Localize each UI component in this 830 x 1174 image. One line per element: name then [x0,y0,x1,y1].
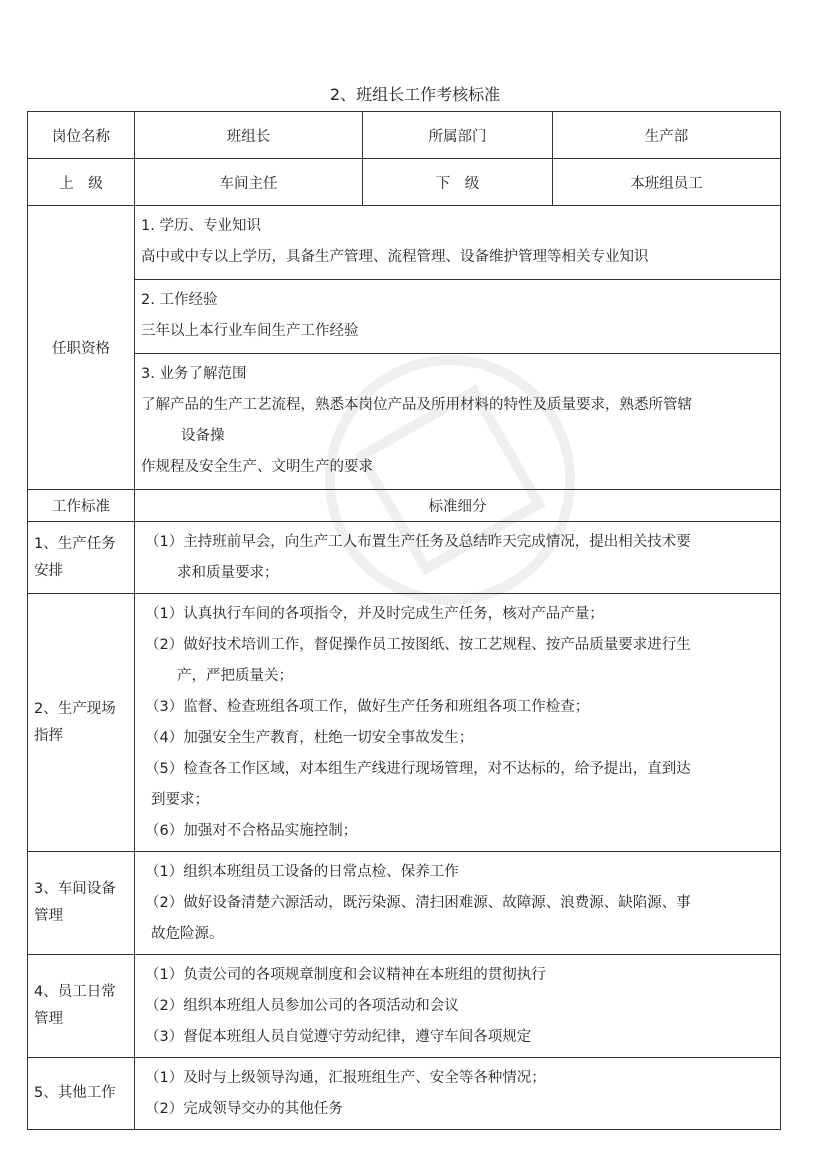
qualification-text: 了解产品的生产工艺流程，熟悉本岗位产品及所用材料的特性及质量要求，熟悉所管辖 [141,397,692,413]
standard-label-line: 4、员工日常 [34,984,116,1000]
standard-item [145,692,774,723]
item-text: 监督、检查班组各项工作，做好生产任务和班组各项工作检查； [183,699,590,715]
standard-item [145,888,774,950]
standard-item [145,960,774,991]
item-text: 负责公司的各项规章制度和会议精神在本班组的贯彻执行 [183,967,546,983]
standards-header-row [28,490,781,522]
job-standard-table [27,111,781,1130]
qualification-row-3 [28,354,781,490]
qualification-text-block [135,390,780,489]
standard-item [145,991,774,1022]
standard-label-line: 5、其他工作 [34,1085,116,1101]
item-number: （4） [145,730,184,746]
standard-label [28,594,135,852]
standard-label-line: 3、车间设备 [34,881,116,897]
standard-label-line: 管理 [34,1011,63,1027]
standard-items [135,522,781,594]
qualification-text: 设备操 [181,428,225,444]
qualification-section-2 [135,280,781,354]
item-number: （2） [145,1101,184,1117]
item-text: 督促本班组人员自觉遵守劳动纪律，遵守车间各项规定 [183,1029,532,1045]
standard-label-line: 管理 [34,908,63,924]
item-text: 及时与上级领导沟通，汇报班组生产、安全等各种情况； [183,1070,546,1086]
item-text-continued: 求和质量要求； [177,565,279,581]
standard-label-line: 指挥 [34,727,63,744]
item-number: （5） [145,761,184,777]
item-text: 加强对不合格品实施控制； [183,823,358,839]
position-name-label: 岗位名称 [28,112,135,159]
standard-item [145,816,774,847]
qualification-row-2 [28,280,781,354]
standard-item [145,754,774,816]
item-text: 组织本班组人员参加公司的各项活动和会议 [183,998,459,1014]
item-number: （1） [145,1070,184,1086]
standard-label-line: 安排 [34,562,63,579]
header-row-2 [28,159,781,206]
item-text: 做好设备清楚六源活动，既污染源、清扫困难源、故障源、浪费源、缺陷源、事 [183,895,691,911]
standard-label-line: 1、生产任务 [34,535,116,552]
qualification-text: 高中或中专以上学历，具备生产管理、流程管理、设备维护管理等相关专业知识 [141,249,649,265]
item-number: （1） [145,606,184,622]
item-number: （6） [145,823,184,839]
qualification-title: 2. 工作经验 [141,292,218,308]
standard-row [28,852,781,955]
standard-items [135,594,781,852]
item-text-continued: 到要求； [151,792,209,808]
qualification-text: 三年以上本行业车间生产工作经验 [141,323,359,339]
item-text: 加强安全生产教育，杜绝一切安全事故发生； [183,730,474,746]
standard-item [145,723,774,754]
item-number: （1） [145,864,184,880]
item-number: （2） [145,637,184,653]
standard-detail-header: 标准细分 [135,490,781,522]
superior-value: 车间主任 [135,159,363,206]
standard-label [28,1058,135,1130]
work-standard-header: 工作标准 [28,490,135,522]
item-text-continued: 产，严把质量关； [177,668,293,684]
standard-label [28,955,135,1058]
standard-item [145,1022,774,1053]
standard-label [28,852,135,955]
standard-item [145,599,774,630]
item-text: 认真执行车间的各项指令，并及时完成生产任务，核对产品产量； [183,606,604,622]
qualification-title: 1. 学历、专业知识 [141,218,261,234]
department-label: 所属部门 [363,112,553,159]
qualification-text: 作规程及安全生产、文明生产的要求 [141,459,373,475]
standard-item [145,1063,774,1094]
standard-label [28,522,135,594]
item-number: （3） [145,699,184,715]
standard-row [28,1058,781,1130]
item-number: （1） [145,534,184,550]
item-number: （2） [145,998,184,1014]
item-text-continued: 故危险源。 [151,926,224,942]
item-number: （2） [145,895,184,911]
qualification-section-1 [135,206,781,280]
department-value: 生产部 [553,112,781,159]
standard-items [135,852,781,955]
qualifications-label: 任职资格 [28,206,135,490]
document-title: 2、班组长工作考核标准 [329,85,501,104]
standard-item [145,1094,774,1125]
standard-row [28,594,781,852]
qualification-section-3 [135,354,781,490]
header-row-1 [28,112,781,159]
item-text: 做好技术培训工作，督促操作员工按图纸、按工艺规程、按产品质量要求进行生 [183,637,691,653]
superior-label: 上 级 [28,159,135,206]
subordinate-value: 本班组员工 [553,159,781,206]
item-text: 检查各工作区域，对本组生产线进行现场管理，对不达标的，给予提出，直到达 [183,761,691,777]
standard-item [145,630,774,692]
qualification-title: 3. 业务了解范围 [141,366,247,382]
standard-label-line: 2、生产现场 [34,700,116,717]
subordinate-label: 下 级 [363,159,553,206]
standard-items [135,955,781,1058]
qualification-row-1 [28,206,781,280]
item-text: 主持班前早会，向生产工人布置生产任务及总结昨天完成情况，提出相关技术要 [183,534,691,550]
standard-row [28,522,781,594]
standard-item [145,857,774,888]
item-number: （3） [145,1029,184,1045]
item-text: 组织本班组员工设备的日常点检、保养工作 [183,864,459,880]
standard-item [145,527,774,589]
item-number: （1） [145,967,184,983]
standard-items [135,1058,781,1130]
position-name-value: 班组长 [135,112,363,159]
item-text: 完成领导交办的其他任务 [183,1101,343,1117]
standard-row [28,955,781,1058]
